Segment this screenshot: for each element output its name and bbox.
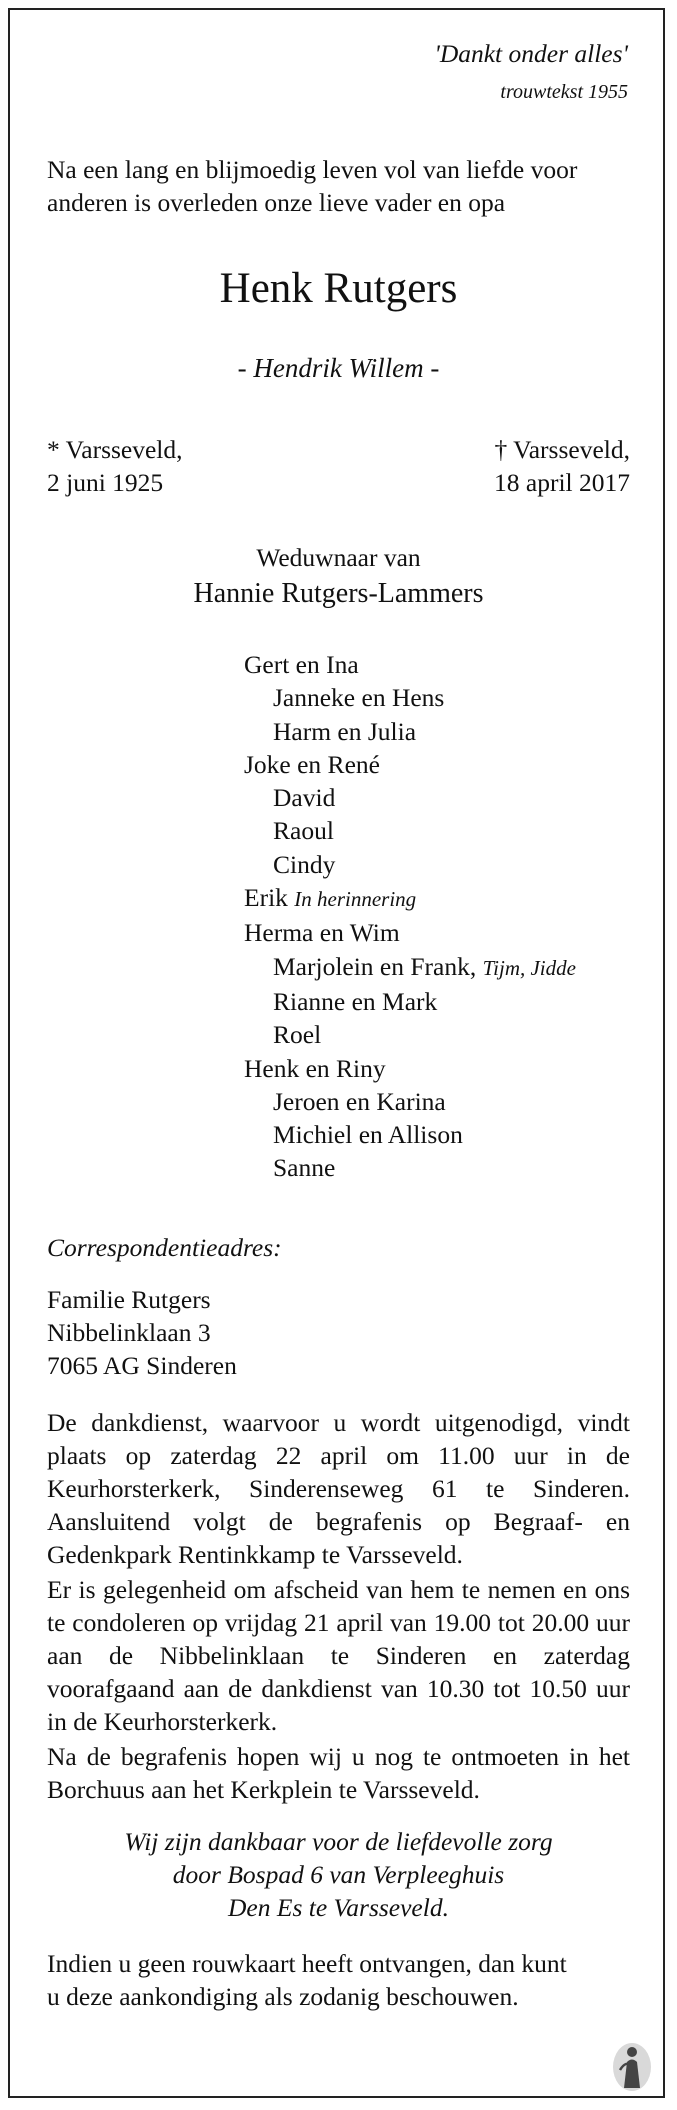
closing-line-2: u deze aankondiging als zodanig beschouwen. [47,1982,519,2011]
deceased-name: Henk Rutgers [219,265,458,312]
family-member-name: Jeroen en Karina [273,1086,446,1116]
family-list-child [244,715,576,748]
intro-line-2: anderen is overleden onze lieve vader en opa [47,188,506,217]
reception-paragraph: Na de begrafenis hopen wij u nog te ontmoeten in het Borchuus aan het Kerkplein te Varsseveld. [47,1742,630,1804]
family-member-name: Gert en Ina [244,650,359,679]
family-list-child [244,781,576,814]
birth-place: * Varsseveld, [47,435,183,464]
family-list-child [244,950,576,985]
spouse-name: Hannie Rutgers-Lammers [193,578,484,609]
thanks-line-3: Den Es te Varsseveld. [228,1893,449,1922]
closing-line-1: Indien u geen rouwkaart heeft ontvangen, dan kunt [47,1949,567,1978]
family-member-name: Sanne [273,1153,336,1183]
service-paragraph: De dankdienst, waarvoor u wordt uitgenodigd, vindt plaats op zaterdag 22 april om 11.00 uur in de Keurhorsterkerk, Sinderenseweg 61 te Sinderen. Aansluitend volgt de begrafenis op Begraaf- en Gedenkpark Rentinkkamp te Varsseveld. [47,1408,630,1569]
family-member-name: Raoul [273,816,334,846]
family-list-child [244,1085,576,1118]
family-member-name: Henk en Riny [244,1053,386,1083]
death-place: † Varsseveld, [494,435,630,464]
birth-date: 2 juni 1925 [47,468,164,497]
motto-source: trouwtekst 1955 [500,81,628,103]
family-member-name: Rianne en Mark [273,986,438,1016]
intro-line-1: Na een lang en blijmoedig leven vol van liefde voor [47,155,578,184]
condolence-paragraph: Er is gelegenheid om afscheid van hem te nemen en ons te condoleren op vrijdag 21 april van 19.00 tot 20.00 uur aan de Nibbelinklaan te Sinderen en zaterdag voorafgaand aan de dankdienst van 10.30 tot 10.50 uur in de Keurhorsterkerk. [47,1575,630,1736]
family-list-child [244,1151,576,1184]
address-line-1: Familie Rutgers [47,1285,211,1314]
family-list-child [244,814,576,847]
family-list-child [244,1118,576,1151]
family-list-child [244,1018,576,1051]
family-member-name: Janneke en Hens [273,683,445,713]
family-list-child [244,681,576,714]
address-line-2: Nibbelinklaan 3 [47,1318,211,1347]
death-date: 18 april 2017 [494,468,630,497]
deceased-full-names: - Hendrik Willem - [237,353,440,383]
motto-quote: 'Dankt onder alles' [434,39,628,68]
thanks-line-2: door Bospad 6 van Verpleeghuis [172,1860,505,1889]
family-member-name: Cindy [273,849,336,879]
family-list-item [244,1052,576,1085]
correspondence-label: Correspondentieadres: [47,1233,282,1262]
family-list-item [244,748,576,781]
publisher-logo-icon [612,2040,652,2092]
family-member-name: Joke en René [244,749,380,779]
family-member-note: In herinnering [294,887,417,912]
family-member-note: Tijm, Jidde [482,955,576,980]
family-list-item [244,648,576,681]
family-list [244,648,576,1185]
family-member-name: Michiel en Allison [273,1120,463,1150]
spouse-label: Weduwnaar van [256,543,421,572]
family-member-name: Roel [273,1020,322,1050]
family-list-item [244,881,576,916]
family-member-name: David [273,783,336,813]
family-list-child [244,848,576,881]
family-list-item [244,916,576,949]
thanks-line-1: Wij zijn dankbaar voor de liefdevolle zorg [124,1827,553,1856]
address-line-3: 7065 AG Sinderen [47,1351,237,1380]
family-member-name: Herma en Wim [244,918,400,948]
family-member-name: Harm en Julia [273,716,417,746]
family-member-name: Erik [244,883,295,913]
family-member-name: Marjolein en Frank, [273,951,483,981]
family-list-child [244,985,576,1018]
